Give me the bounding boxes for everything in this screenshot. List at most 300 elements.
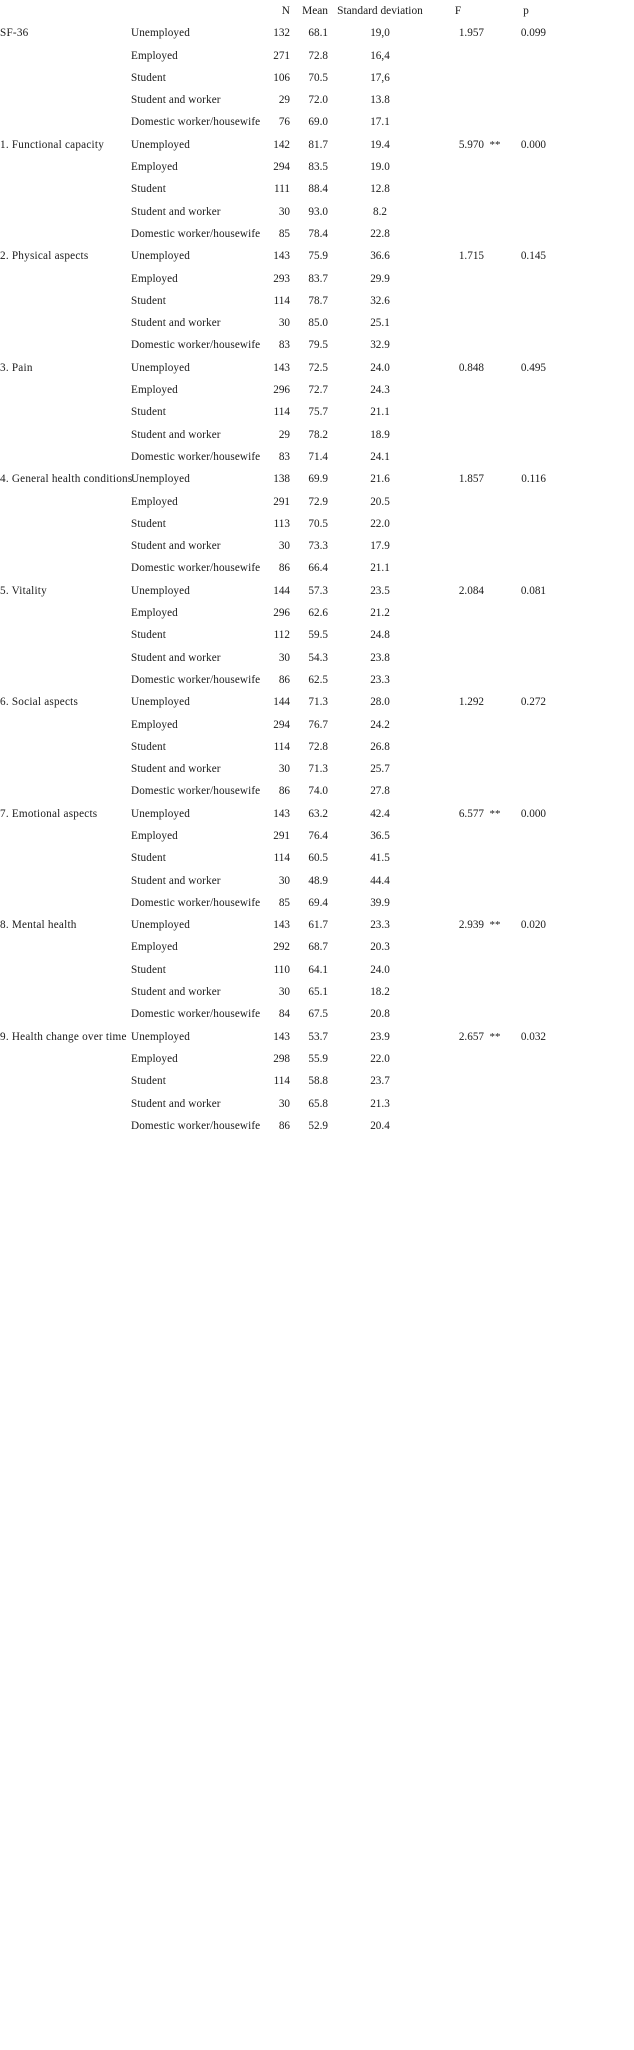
group-label: Student and worker — [131, 763, 221, 776]
value-mean: 60.5 — [308, 852, 328, 865]
value-f — [432, 274, 484, 296]
value-mean: 72.9 — [308, 495, 328, 508]
value-mean: 59.5 — [308, 629, 328, 642]
table-row — [0, 229, 634, 251]
value-p — [506, 764, 546, 786]
significance-marker — [484, 296, 506, 318]
row-spacer — [546, 1121, 634, 1143]
value-n: 111 — [274, 183, 290, 196]
value-mean: 65.1 — [308, 986, 328, 999]
row-spacer — [546, 1032, 634, 1054]
value-standard-deviation: 22.0 — [370, 517, 390, 530]
value-mean: 69.4 — [308, 896, 328, 909]
row-spacer — [546, 630, 634, 652]
table-row — [0, 73, 634, 95]
domain-label — [0, 73, 131, 95]
table-row — [0, 987, 634, 1009]
value-p — [506, 274, 546, 296]
value-f — [432, 541, 484, 563]
value-f — [432, 452, 484, 474]
significance-marker — [484, 452, 506, 474]
value-f: 1.292 — [458, 696, 484, 709]
value-standard-deviation: 21.1 — [370, 562, 390, 575]
value-f — [432, 385, 484, 407]
value-n: 143 — [273, 361, 290, 374]
significance-marker — [484, 28, 506, 50]
value-mean: 78.7 — [308, 294, 328, 307]
value-n: 271 — [273, 49, 290, 62]
significance-marker — [484, 95, 506, 117]
domain-label — [0, 519, 131, 541]
value-p: 0.099 — [520, 27, 546, 40]
row-spacer — [546, 184, 634, 206]
row-spacer — [546, 586, 634, 608]
significance-marker — [484, 474, 506, 496]
value-f — [432, 675, 484, 697]
value-f — [432, 965, 484, 987]
value-n: 84 — [278, 1008, 290, 1021]
column-header-domain — [0, 6, 131, 28]
value-n: 113 — [273, 517, 290, 530]
table-row — [0, 586, 634, 608]
domain-label — [0, 786, 131, 808]
column-header-spacer — [546, 6, 634, 28]
table-row — [0, 296, 634, 318]
value-standard-deviation: 23.9 — [370, 1030, 390, 1043]
value-f — [432, 786, 484, 808]
significance-marker — [484, 876, 506, 898]
value-n: 86 — [278, 785, 290, 798]
value-n: 143 — [273, 250, 290, 263]
value-n: 83 — [278, 339, 290, 352]
value-p — [506, 497, 546, 519]
table-row — [0, 898, 634, 920]
value-standard-deviation: 25.1 — [370, 317, 390, 330]
table-row — [0, 28, 634, 50]
value-f — [432, 430, 484, 452]
value-f: 5.970 — [458, 138, 484, 151]
table-row — [0, 184, 634, 206]
row-spacer — [546, 653, 634, 675]
value-p — [506, 95, 546, 117]
group-label: Student — [131, 71, 166, 84]
significance-marker — [484, 720, 506, 742]
value-n: 114 — [273, 406, 290, 419]
group-label: Employed — [131, 495, 178, 508]
table-row — [0, 1009, 634, 1031]
value-n: 86 — [278, 562, 290, 575]
value-f — [432, 162, 484, 184]
value-mean: 71.3 — [308, 763, 328, 776]
group-label: Student and worker — [131, 651, 221, 664]
value-mean: 76.7 — [308, 718, 328, 731]
value-mean: 57.3 — [308, 584, 328, 597]
group-label: Employed — [131, 718, 178, 731]
row-spacer — [546, 831, 634, 853]
table-row — [0, 452, 634, 474]
column-header-n: N — [281, 5, 290, 17]
value-n: 85 — [278, 227, 290, 240]
value-n: 85 — [278, 896, 290, 909]
table-row — [0, 162, 634, 184]
row-spacer — [546, 786, 634, 808]
value-mean: 62.6 — [308, 607, 328, 620]
value-standard-deviation: 17.1 — [370, 116, 390, 129]
row-spacer — [546, 430, 634, 452]
value-n: 86 — [278, 673, 290, 686]
value-f — [432, 742, 484, 764]
value-f — [432, 1054, 484, 1076]
value-p — [506, 720, 546, 742]
value-f — [432, 95, 484, 117]
domain-label — [0, 742, 131, 764]
value-standard-deviation: 23.8 — [370, 651, 390, 664]
table-row — [0, 1076, 634, 1098]
value-n: 114 — [273, 852, 290, 865]
table-row — [0, 742, 634, 764]
table-row — [0, 140, 634, 162]
value-mean: 72.0 — [308, 94, 328, 107]
domain-label — [0, 608, 131, 630]
group-label: Domestic worker/housewife — [131, 562, 261, 575]
value-f: 1.715 — [458, 250, 484, 263]
value-p — [506, 430, 546, 452]
value-p — [506, 786, 546, 808]
value-mean: 85.0 — [308, 317, 328, 330]
value-n: 294 — [273, 718, 290, 731]
value-mean: 88.4 — [308, 183, 328, 196]
significance-marker — [484, 942, 506, 964]
value-n: 291 — [273, 495, 290, 508]
value-f — [432, 318, 484, 340]
value-standard-deviation: 24.3 — [370, 384, 390, 397]
value-f — [432, 51, 484, 73]
value-n: 76 — [278, 116, 290, 129]
domain-label — [0, 1121, 131, 1143]
value-p — [506, 831, 546, 853]
value-f: 1.857 — [458, 473, 484, 486]
group-label: Student and worker — [131, 94, 221, 107]
column-header-p: p — [523, 5, 529, 17]
value-n: 110 — [273, 963, 290, 976]
table-row — [0, 942, 634, 964]
table-row — [0, 1054, 634, 1076]
value-standard-deviation: 20.4 — [370, 1119, 390, 1132]
significance-marker — [484, 653, 506, 675]
domain-label: SF-36 — [0, 27, 29, 40]
value-f — [432, 876, 484, 898]
significance-marker: ** — [489, 138, 501, 151]
value-f — [432, 497, 484, 519]
group-label: Unemployed — [131, 473, 190, 486]
value-standard-deviation: 32.6 — [370, 294, 390, 307]
domain-label — [0, 385, 131, 407]
value-n: 298 — [273, 1052, 290, 1065]
value-mean: 72.7 — [308, 384, 328, 397]
value-p — [506, 541, 546, 563]
value-f: 2.657 — [458, 1030, 484, 1043]
domain-label: 4. General health conditions — [0, 473, 133, 486]
domain-label — [0, 274, 131, 296]
significance-marker — [484, 274, 506, 296]
domain-label: 1. Functional capacity — [0, 138, 105, 151]
value-n: 30 — [278, 874, 290, 887]
value-standard-deviation: 39.9 — [370, 896, 390, 909]
value-standard-deviation: 36.5 — [370, 829, 390, 842]
value-mean: 72.5 — [308, 361, 328, 374]
value-mean: 66.4 — [308, 562, 328, 575]
value-standard-deviation: 19.4 — [370, 138, 390, 151]
group-label: Unemployed — [131, 361, 190, 374]
group-label: Unemployed — [131, 807, 190, 820]
domain-label: 8. Mental health — [0, 919, 77, 932]
table-row — [0, 51, 634, 73]
table-row — [0, 274, 634, 296]
group-label: Student — [131, 183, 166, 196]
value-mean: 68.7 — [308, 941, 328, 954]
row-spacer — [546, 541, 634, 563]
value-standard-deviation: 20.8 — [370, 1008, 390, 1021]
domain-label — [0, 430, 131, 452]
value-n: 30 — [278, 763, 290, 776]
value-f — [432, 229, 484, 251]
row-spacer — [546, 809, 634, 831]
value-mean: 71.4 — [308, 450, 328, 463]
row-spacer — [546, 697, 634, 719]
table-row — [0, 117, 634, 139]
value-n: 132 — [273, 27, 290, 40]
row-spacer — [546, 385, 634, 407]
value-f — [432, 519, 484, 541]
group-label: Unemployed — [131, 138, 190, 151]
value-p: 0.020 — [520, 919, 546, 932]
value-f: 2.939 — [458, 919, 484, 932]
value-f — [432, 942, 484, 964]
value-p — [506, 184, 546, 206]
value-p — [506, 162, 546, 184]
value-standard-deviation: 44.4 — [370, 874, 390, 887]
value-p: 0.116 — [521, 473, 546, 486]
table-row — [0, 563, 634, 585]
value-n: 144 — [273, 696, 290, 709]
value-standard-deviation: 24.1 — [370, 450, 390, 463]
value-mean: 69.0 — [308, 116, 328, 129]
value-mean: 73.3 — [308, 540, 328, 553]
row-spacer — [546, 1076, 634, 1098]
row-spacer — [546, 51, 634, 73]
value-p — [506, 876, 546, 898]
table-row — [0, 1121, 634, 1143]
domain-label — [0, 452, 131, 474]
significance-marker — [484, 1099, 506, 1121]
value-p — [506, 898, 546, 920]
value-p — [506, 1121, 546, 1143]
table-row — [0, 920, 634, 942]
value-standard-deviation: 29.9 — [370, 272, 390, 285]
value-p — [506, 229, 546, 251]
value-p — [506, 1009, 546, 1031]
value-n: 83 — [278, 450, 290, 463]
value-standard-deviation: 42.4 — [370, 807, 390, 820]
row-spacer — [546, 318, 634, 340]
value-p — [506, 942, 546, 964]
value-mean: 53.7 — [308, 1030, 328, 1043]
value-mean: 68.1 — [308, 27, 328, 40]
table-row — [0, 1032, 634, 1054]
row-spacer — [546, 675, 634, 697]
group-label: Employed — [131, 384, 178, 397]
value-p — [506, 296, 546, 318]
value-standard-deviation: 24.0 — [370, 361, 390, 374]
significance-marker — [484, 207, 506, 229]
value-p — [506, 742, 546, 764]
group-label: Employed — [131, 161, 178, 174]
row-spacer — [546, 853, 634, 875]
value-f: 0.848 — [458, 361, 484, 374]
group-label: Student and worker — [131, 1097, 221, 1110]
domain-label — [0, 95, 131, 117]
group-label: Employed — [131, 941, 178, 954]
significance-marker: ** — [489, 807, 501, 820]
domain-label: 9. Health change over time — [0, 1030, 127, 1043]
value-standard-deviation: 12.8 — [370, 183, 390, 196]
significance-marker — [484, 898, 506, 920]
row-spacer — [546, 474, 634, 496]
row-spacer — [546, 117, 634, 139]
column-header-group — [131, 6, 257, 28]
row-spacer — [546, 407, 634, 429]
value-standard-deviation: 20.5 — [370, 495, 390, 508]
domain-label — [0, 942, 131, 964]
sf36-anova-table — [0, 6, 634, 1143]
group-label: Domestic worker/housewife — [131, 227, 261, 240]
value-standard-deviation: 23.5 — [370, 584, 390, 597]
value-n: 30 — [278, 1097, 290, 1110]
value-f — [432, 1099, 484, 1121]
value-standard-deviation: 19,0 — [370, 27, 390, 40]
value-standard-deviation: 21.6 — [370, 473, 390, 486]
group-label: Domestic worker/housewife — [131, 116, 261, 129]
value-mean: 63.2 — [308, 807, 328, 820]
domain-label — [0, 497, 131, 519]
significance-marker — [484, 987, 506, 1009]
value-n: 138 — [273, 473, 290, 486]
table-row — [0, 720, 634, 742]
value-mean: 72.8 — [308, 49, 328, 62]
value-standard-deviation: 21.2 — [370, 607, 390, 620]
value-mean: 64.1 — [308, 963, 328, 976]
value-p — [506, 653, 546, 675]
row-spacer — [546, 340, 634, 362]
table-row — [0, 1099, 634, 1121]
value-p — [506, 117, 546, 139]
domain-label — [0, 965, 131, 987]
value-p — [506, 318, 546, 340]
row-spacer — [546, 1054, 634, 1076]
value-n: 29 — [278, 428, 290, 441]
group-label: Employed — [131, 829, 178, 842]
domain-label — [0, 117, 131, 139]
domain-label: 5. Vitality — [0, 584, 47, 597]
value-standard-deviation: 20.3 — [370, 941, 390, 954]
significance-marker — [484, 563, 506, 585]
significance-marker — [484, 51, 506, 73]
value-standard-deviation: 25.7 — [370, 763, 390, 776]
domain-label — [0, 51, 131, 73]
column-header-f: F — [454, 5, 462, 17]
domain-label — [0, 831, 131, 853]
domain-label: 7. Emotional aspects — [0, 807, 98, 820]
value-mean: 75.7 — [308, 406, 328, 419]
value-f — [432, 117, 484, 139]
significance-marker — [484, 1054, 506, 1076]
table-row — [0, 786, 634, 808]
value-f — [432, 720, 484, 742]
significance-marker — [484, 407, 506, 429]
row-spacer — [546, 251, 634, 273]
value-p: 0.000 — [520, 807, 546, 820]
domain-label — [0, 184, 131, 206]
row-spacer — [546, 519, 634, 541]
significance-marker — [484, 497, 506, 519]
row-spacer — [546, 608, 634, 630]
significance-marker — [484, 73, 506, 95]
value-n: 296 — [273, 607, 290, 620]
row-spacer — [546, 920, 634, 942]
domain-label — [0, 563, 131, 585]
row-spacer — [546, 965, 634, 987]
value-n: 114 — [273, 740, 290, 753]
significance-marker — [484, 764, 506, 786]
value-mean: 70.5 — [308, 517, 328, 530]
value-n: 30 — [278, 986, 290, 999]
row-spacer — [546, 28, 634, 50]
significance-marker — [484, 742, 506, 764]
value-standard-deviation: 18.2 — [370, 986, 390, 999]
table-header — [0, 6, 634, 28]
group-label: Unemployed — [131, 250, 190, 263]
value-f — [432, 853, 484, 875]
table-row — [0, 608, 634, 630]
significance-marker — [484, 965, 506, 987]
row-spacer — [546, 742, 634, 764]
value-n: 114 — [273, 294, 290, 307]
value-f — [432, 653, 484, 675]
value-standard-deviation: 8.2 — [373, 205, 387, 218]
row-spacer — [546, 73, 634, 95]
value-mean: 75.9 — [308, 250, 328, 263]
row-spacer — [546, 497, 634, 519]
value-p — [506, 385, 546, 407]
value-standard-deviation: 41.5 — [370, 852, 390, 865]
column-header-mean: Mean — [302, 5, 328, 17]
group-label: Unemployed — [131, 696, 190, 709]
domain-label: 2. Physical aspects — [0, 250, 89, 263]
value-mean: 78.2 — [308, 428, 328, 441]
domain-label — [0, 407, 131, 429]
domain-label — [0, 853, 131, 875]
significance-marker — [484, 117, 506, 139]
significance-marker — [484, 831, 506, 853]
value-n: 30 — [278, 205, 290, 218]
significance-marker — [484, 519, 506, 541]
value-f — [432, 207, 484, 229]
group-label: Unemployed — [131, 1030, 190, 1043]
value-standard-deviation: 17,6 — [370, 71, 390, 84]
value-p: 0.081 — [520, 584, 546, 597]
row-spacer — [546, 898, 634, 920]
table-row — [0, 497, 634, 519]
